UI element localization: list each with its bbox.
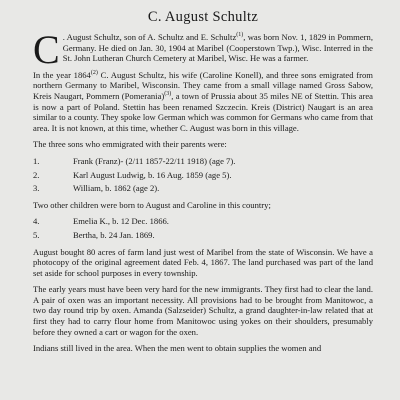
page-title: C. August Schultz — [147, 9, 259, 25]
list-item — [33, 156, 373, 167]
sons-intro: The three sons who emmigrated with their parents were: — [33, 139, 227, 150]
list-number: 3. — [33, 183, 40, 194]
list-text: Emelia K., b. 12 Dec. 1866. — [73, 216, 169, 227]
list-number: 1. — [33, 155, 40, 166]
list-item — [33, 230, 373, 241]
others-list — [33, 216, 373, 240]
document-body — [33, 8, 373, 360]
others-intro: Two other children were born to August and Caroline in this country; — [33, 199, 271, 210]
footnote-ref-1: (1) — [236, 32, 244, 39]
list-item — [33, 216, 373, 227]
intro-paragraph — [33, 27, 373, 72]
emigration-paragraph — [33, 70, 373, 134]
intro-text-2: , was born Nov. 1, 1829 in Pommern, Germany. He died on Jan. 30, 1904 at Maribel (Cooperstown Twp.), Wisc. Interred in the St. John Lutheran Church Cemetery at Maribel, Wisc. He was a farmer. — [62, 32, 373, 64]
early-years-paragraph: The early years must have been very hard for the new immigrants. They first had to clear the land. A pair of oxen was an important necessity. All provisions had to be brought from Manitowoc, a two day round trip by oxen. Amanda (Salzseider) Schultz, a grand daughter-in-law related that at first they had to carry flour home from Manitowoc using yokes on their shoulders, presumably before they owned a cart or wagon for the oxen. — [33, 284, 373, 337]
emigration-text-2: C. August Schultz, his wife (Caroline Konell), and three sons emigrated from northern Germany to Maribel, Wisconsin. They came from a small village named Gross Sabow, Kreis Naugart, Pommern (Pomerania) — [33, 69, 373, 101]
list-item — [33, 183, 373, 194]
footnote-ref-3: (3) — [164, 91, 172, 98]
list-number: 4. — [33, 216, 40, 227]
list-text: William, b. 1862 (age 2). — [73, 183, 160, 194]
land-paragraph: August bought 80 acres of farm land just west of Maribel from the state of Wisconsin. We have a photocopy of the original agreement dated Feb. 4, 1867. The land purchased was part of the land set aside for school purposes in every township. — [33, 246, 373, 278]
footnote-ref-2: (2) — [90, 69, 98, 76]
list-text: Karl August Ludwig, b. 16 Aug. 1859 (age 5). — [73, 169, 232, 180]
indians-paragraph: Indians still lived in the area. When the men went to obtain supplies the women and — [33, 343, 322, 354]
list-item — [33, 170, 373, 181]
intro-text-1: . August Schultz, son of A. Schultz and E. Schultz — [62, 32, 237, 42]
list-number: 5. — [33, 229, 40, 240]
list-number: 2. — [33, 169, 40, 180]
list-text: Bertha, b. 24 Jan. 1869. — [73, 229, 155, 240]
drop-cap: C — [33, 27, 60, 72]
emigration-text-3: , a town of Prussia about 35 miles NE of Stettin. This area is now a part of Poland. Stettin has been renamed Szczecin. Kreis (District) Naugart is an area similar to a county. They spoke low German which was common for Germans who came from that area. It is not known, at this time, whether C. August was born in this village. — [33, 90, 373, 133]
sons-list — [33, 156, 373, 194]
list-text: Frank (Franz)- (2/11 1857-22/11 1918) (age 7). — [73, 155, 236, 166]
emigration-text-1: In the year 1864 — [33, 69, 91, 80]
